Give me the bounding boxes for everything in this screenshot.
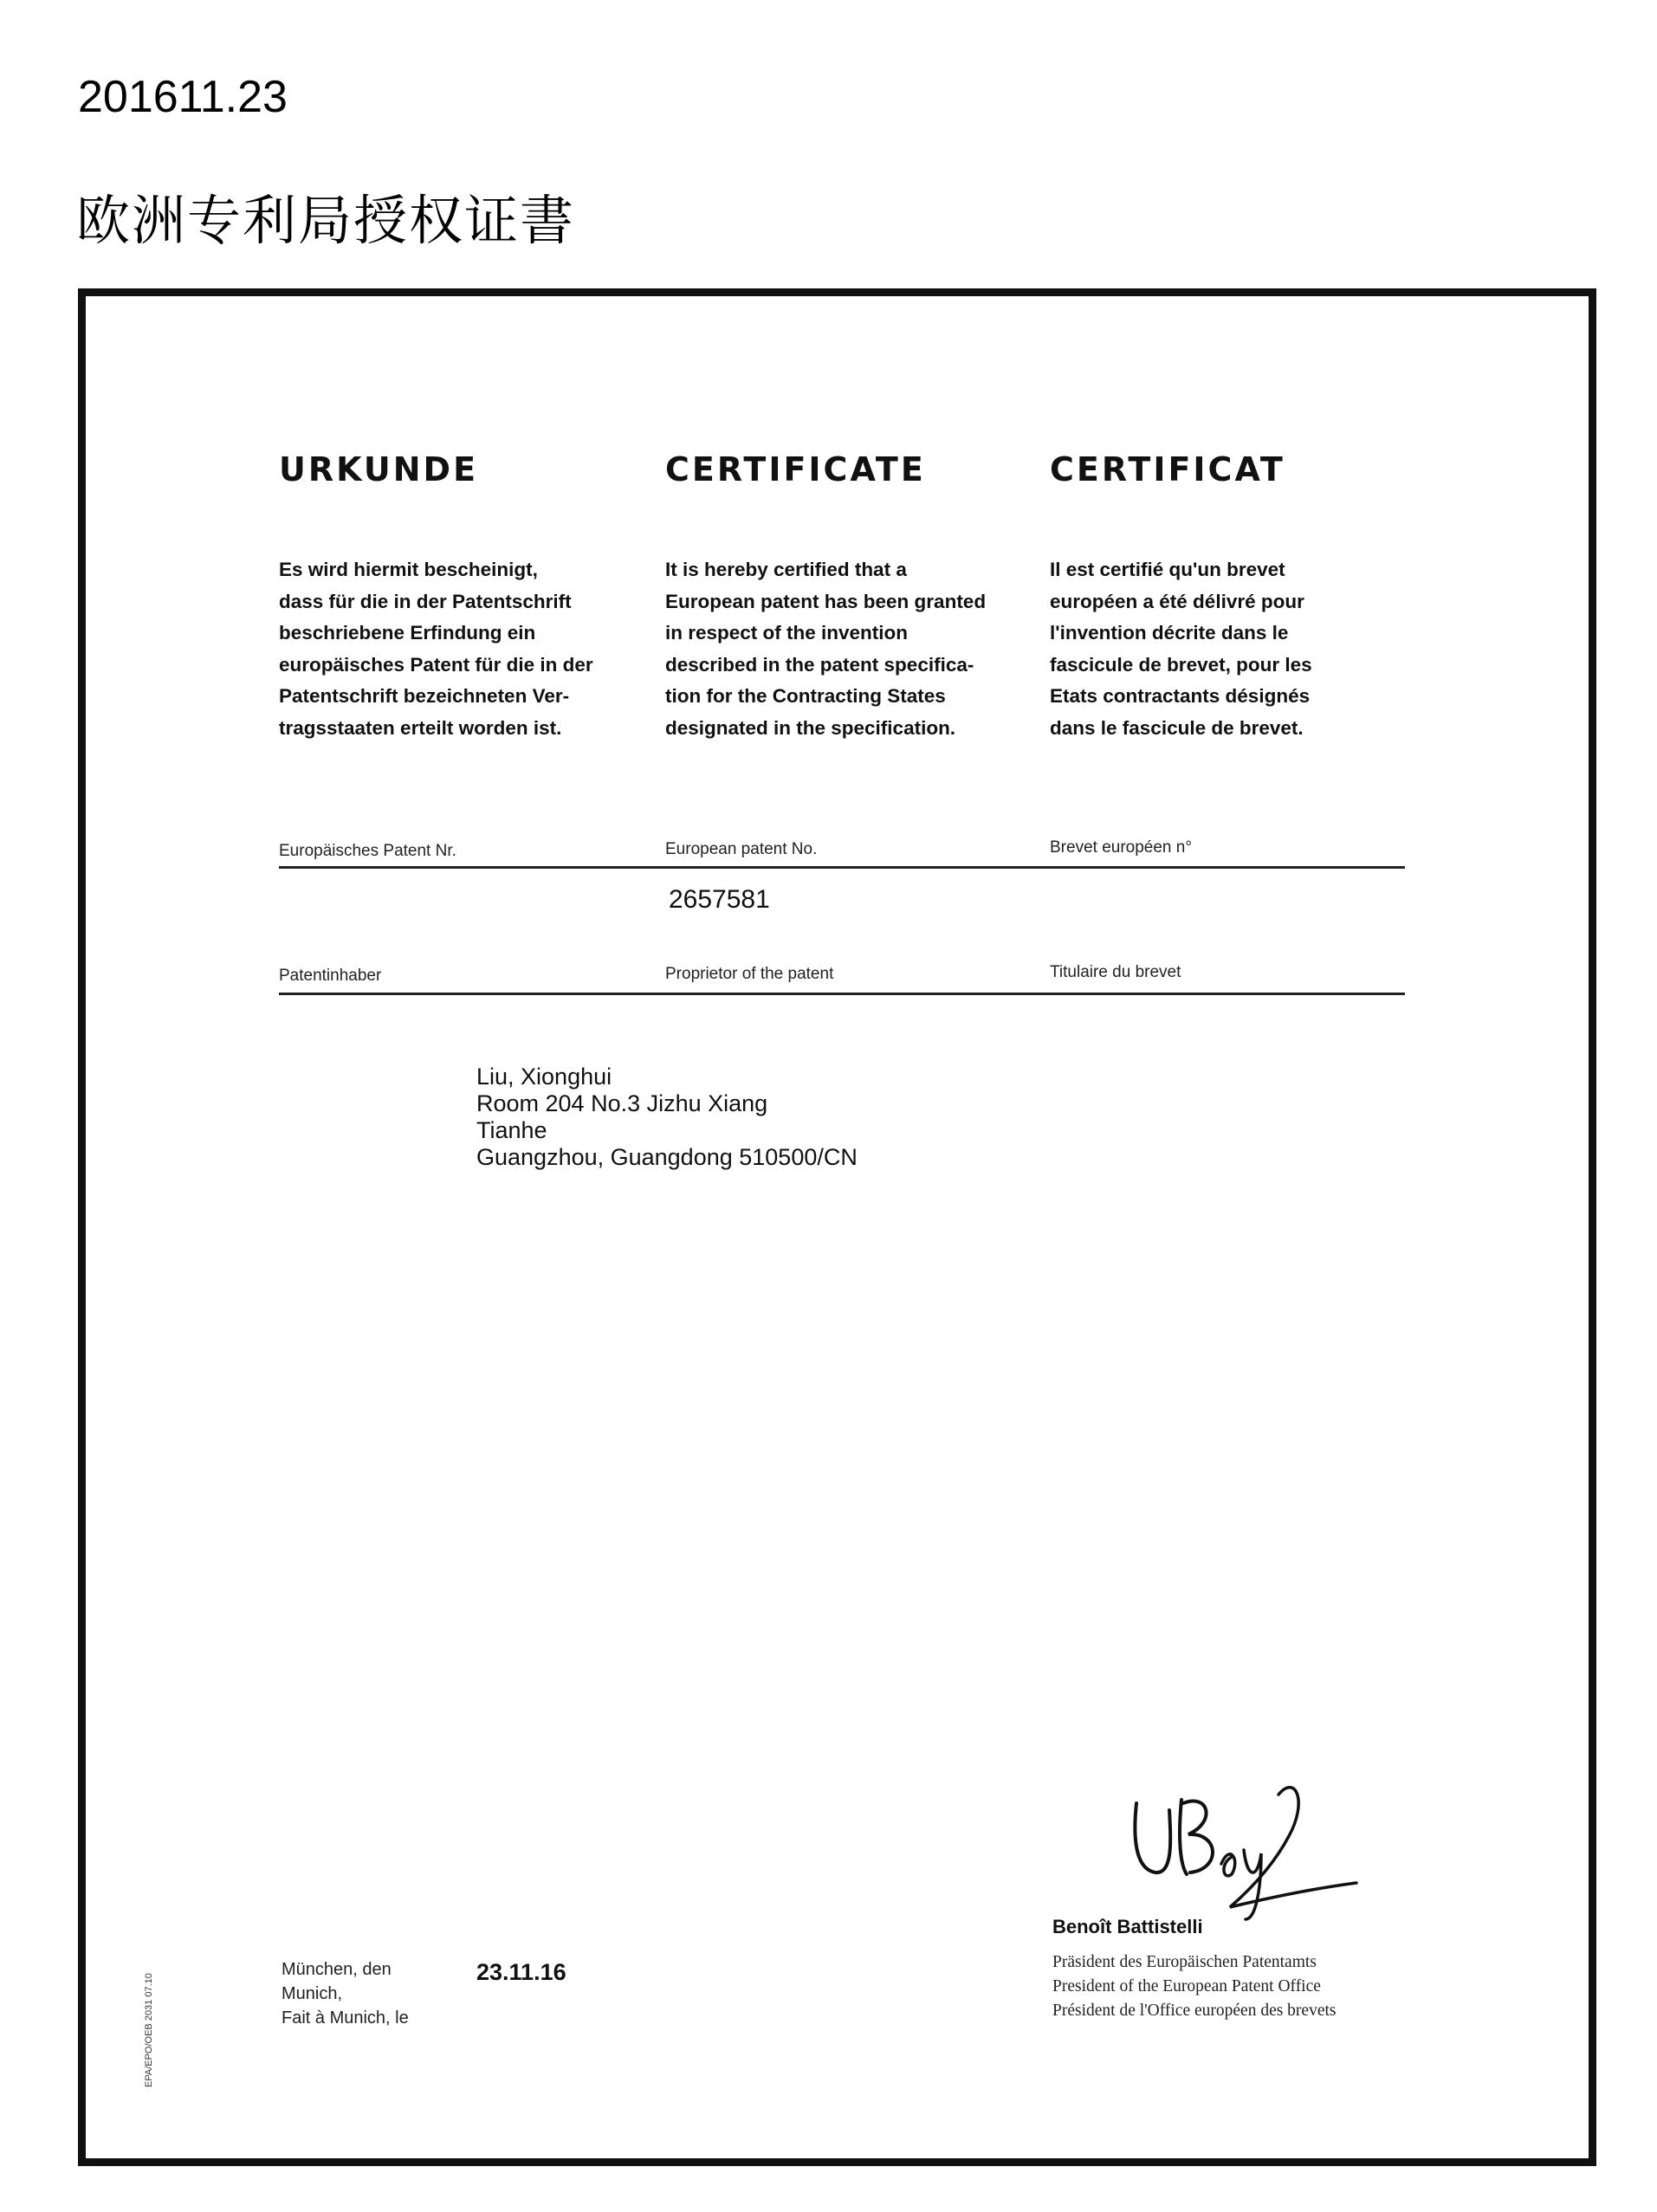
place-line: Munich,	[282, 1984, 343, 2003]
paragraph-line: Es wird hiermit bescheinigt,	[279, 559, 538, 580]
paragraph-french	[1050, 554, 1396, 744]
paragraph-line: fascicule de brevet, pour les	[1050, 653, 1312, 676]
paragraph-line: Etats contractants désignés	[1050, 685, 1311, 707]
patent-no-rule	[279, 866, 1405, 869]
heading-certificat: CERTIFICAT	[1050, 450, 1285, 488]
paragraph-line: described in the patent specifica-	[665, 653, 974, 676]
paragraph-german	[279, 554, 625, 744]
paragraph-line: beschriebene Erfindung ein	[279, 622, 536, 644]
patent-number: 2657581	[669, 885, 770, 914]
signatory-title-line: Président de l'Office européen des brevets	[1052, 2002, 1337, 2020]
heading-certificate: CERTIFICATE	[665, 450, 926, 488]
page-date: 201611.23	[78, 72, 288, 122]
address-line: Tianhe	[476, 1117, 547, 1143]
paragraph-line: dans le fascicule de brevet.	[1050, 716, 1304, 739]
paragraph-line: tion for the Contracting States	[665, 685, 946, 707]
place-line: München, den	[282, 1960, 392, 1979]
paragraph-line: l'invention décrite dans le	[1050, 622, 1289, 644]
paragraph-line: in respect of the invention	[665, 622, 909, 644]
signatory-title-line: Präsident des Europäischen Patentamts	[1052, 1953, 1317, 1971]
paragraph-line: Il est certifié qu'un brevet	[1050, 559, 1285, 580]
proprietor-label-de: Patentinhaber	[279, 967, 382, 985]
paragraph-line: It is hereby certified that a	[665, 559, 907, 580]
paragraph-line: European patent has been granted	[665, 590, 987, 612]
paragraph-line: européen a été délivré pour	[1050, 590, 1304, 612]
proprietor-label-fr: Titulaire du brevet	[1050, 963, 1181, 981]
signatory-titles	[1052, 1950, 1337, 2023]
signatory-name: Benoît Battistelli	[1052, 1916, 1203, 1937]
paragraph-line: designated in the specification.	[665, 716, 956, 739]
address-line: Guangzhou, Guangdong 510500/CN	[476, 1144, 858, 1170]
place-line: Fait à Munich, le	[282, 2008, 409, 2028]
address-line: Room 204 No.3 Jizhu Xiang	[476, 1090, 768, 1116]
proprietor-label-en: Proprietor of the patent	[665, 965, 834, 983]
paragraph-line: europäisches Patent für die in der	[279, 653, 593, 676]
issue-date: 23.11.16	[476, 1959, 566, 1985]
paragraph-line: tragsstaaten erteilt worden ist.	[279, 716, 562, 739]
paragraph-english	[665, 554, 1012, 744]
signatory-title-line: President of the European Patent Office	[1052, 1977, 1321, 1995]
form-code: EPA/EPO/OEB 2031 07.10	[144, 1973, 154, 2087]
proprietor-rule	[279, 993, 1405, 995]
proprietor-address	[476, 1064, 858, 1171]
place-of-issue	[282, 1957, 409, 2030]
patent-no-label-en: European patent No.	[665, 840, 818, 858]
patent-no-label-de: Europäisches Patent Nr.	[279, 842, 456, 860]
paragraph-line: dass für die in der Patentschrift	[279, 590, 572, 612]
patent-no-label-fr: Brevet européen n°	[1050, 838, 1192, 857]
paragraph-line: Patentschrift bezeichneten Ver-	[279, 685, 570, 707]
heading-urkunde: URKUNDE	[279, 450, 479, 488]
handwritten-signature	[1126, 1767, 1377, 1931]
address-line: Liu, Xionghui	[476, 1064, 612, 1090]
page-title: 欧洲专利局授权证書	[76, 189, 576, 252]
